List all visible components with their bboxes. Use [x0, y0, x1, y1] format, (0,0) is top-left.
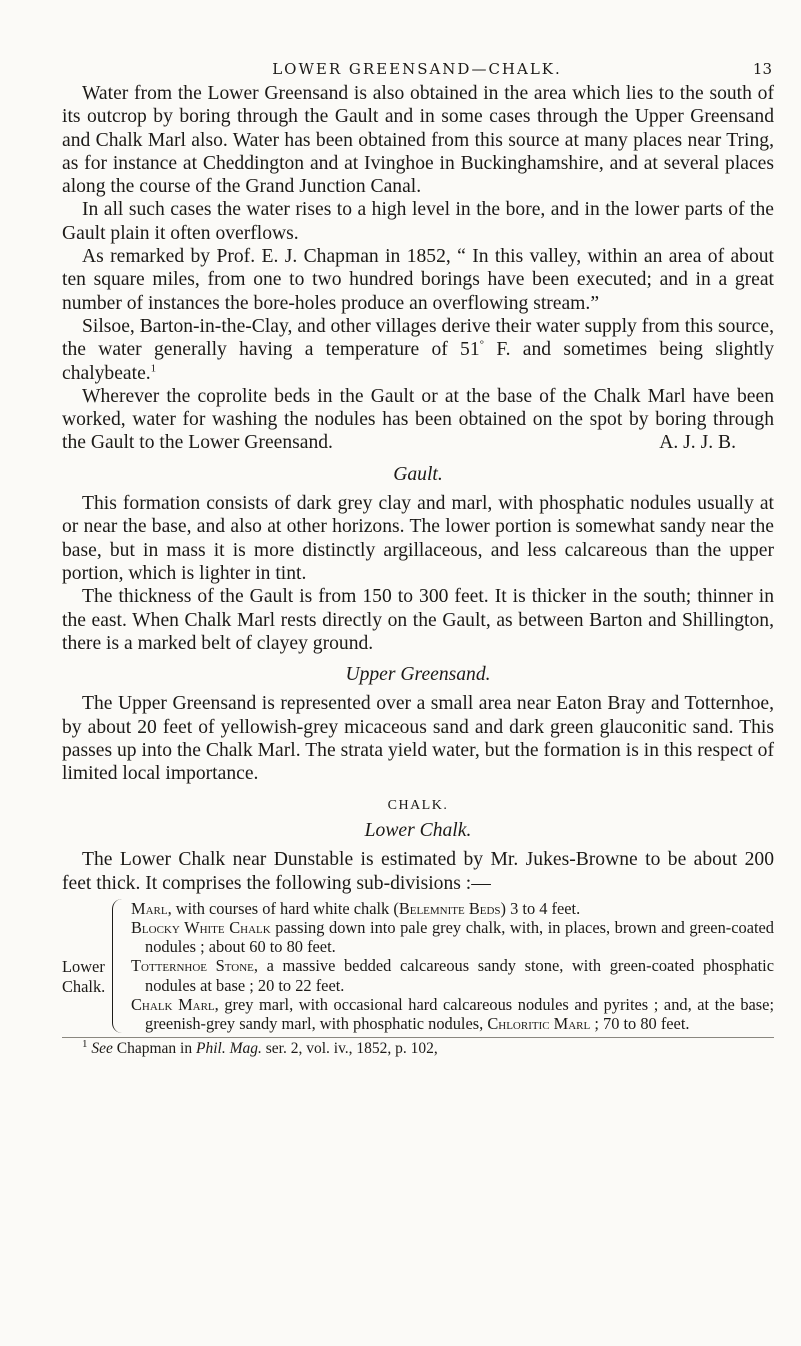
list-item: Marl, with courses of hard white chalk (Belemnite Beds) 3 to 4 feet. [131, 898, 581, 918]
paragraph: The Lower Chalk near Dunstable is estimated by Mr. Jukes-Browne to be about 200 feet thick. It comprises the following sub-divisions :— [62, 849, 774, 894]
section-heading-chalk: CHALK. [387, 797, 449, 813]
subdivision-items [131, 899, 774, 1033]
subdivisions-label: Lower Chalk. [62, 956, 106, 996]
list-item: Totternhoe Stone, a massive bedded calcareous sandy stone, with green-coated phosphatic nodules at base ; 20 to 22 feet. [131, 956, 775, 995]
paragraph: Water from the Lower Greensand is also obtained in the area which lies to the south of its outcrop by boring through the Gault and in some cases through the Upper Greensand and Chalk Marl also. Water has been obtained from this source at many places near Tring, as for instance at Cheddington and at Ivinghoe in Buckinghamshire, and at several places along the course of the Grand Junction Canal. [62, 83, 774, 198]
paragraph: The thickness of the Gault is from 150 to 300 feet. It is thicker in the south; thinner in the east. When Chalk Marl rests directly on the Gault, as between Barton and Shillington, there is a marked belt of clayey ground. [62, 586, 774, 654]
brace [112, 899, 125, 1033]
paragraph: The Upper Greensand is represented over a small area near Eaton Bray and Totternhoe, by about 20 feet of yellowish-grey micaceous sand and dark green glauconitic sand. This passes up into the Chalk Marl. The strata yield water, but the formation is in this respect of limited local importance. [62, 693, 774, 785]
author-initials: A. J. J. B. [659, 432, 736, 454]
paragraph: In all such cases the water rises to a high level in the bore, and in the lower parts of the Gault plain it often overflows. [62, 199, 774, 244]
section-heading-gault: Gault. [393, 463, 443, 485]
paragraph: As remarked by Prof. E. J. Chapman in 1852, “ In this valley, within an area of about ten square miles, from one to two hundred borings have been executed; and in a great number of instances the bore-holes produce an overflowing stream.” [62, 246, 774, 314]
footnote: $^1$ See Chapman in Phil. Mag. ser. 2, vol. iv., 1852, p. 102, [62, 1037, 774, 1058]
list-item: Blocky White Chalk passing down into pale grey chalk, with, in places, brown and green-coated nodules ; about 60 to 80 feet. [131, 918, 774, 957]
section-heading-lower-chalk: Lower Chalk. [364, 819, 472, 841]
subdivisions-list [62, 899, 774, 1033]
paragraph: Silsoe, Barton-in-the-Clay, and other villages derive their water supply from this source, the water generally having a temperature of 51° F. and sometimes being slightly chalybeate.$^1$ [62, 315, 774, 384]
page-body [62, 82, 774, 1058]
footnote-ref[interactable]: 1 [150, 362, 157, 375]
degree-symbol: ° [479, 338, 485, 351]
section-heading-upper-greensand: Upper Greensand. [345, 664, 491, 686]
running-title: LOWER GREENSAND—CHALK. [272, 60, 562, 78]
list-item: Chalk Marl, grey marl, with occasional hard calcareous nodules and pyrites ; and, at the base; greenish-grey sandy marl, with phosphatic nodules, Chloritic Marl ; 70 to 80 feet. [131, 994, 774, 1034]
paragraph: Wherever the coprolite beds in the Gault or at the base of the Chalk Marl have been worked, water for washing the nodules has been obtained on the spot by boring through the Gault to the Lower Greensand. A. J. J. B. [62, 385, 774, 454]
paragraph: This formation consists of dark grey clay and marl, with phosphatic nodules usually at or near the base, and also at other horizons. The lower portion is somewhat sandy near the base, but in mass it is more distinctly argillaceous, and less calcareous than the upper portion, which is lighter in tint. [62, 493, 774, 584]
page-number: 13 [752, 60, 772, 78]
